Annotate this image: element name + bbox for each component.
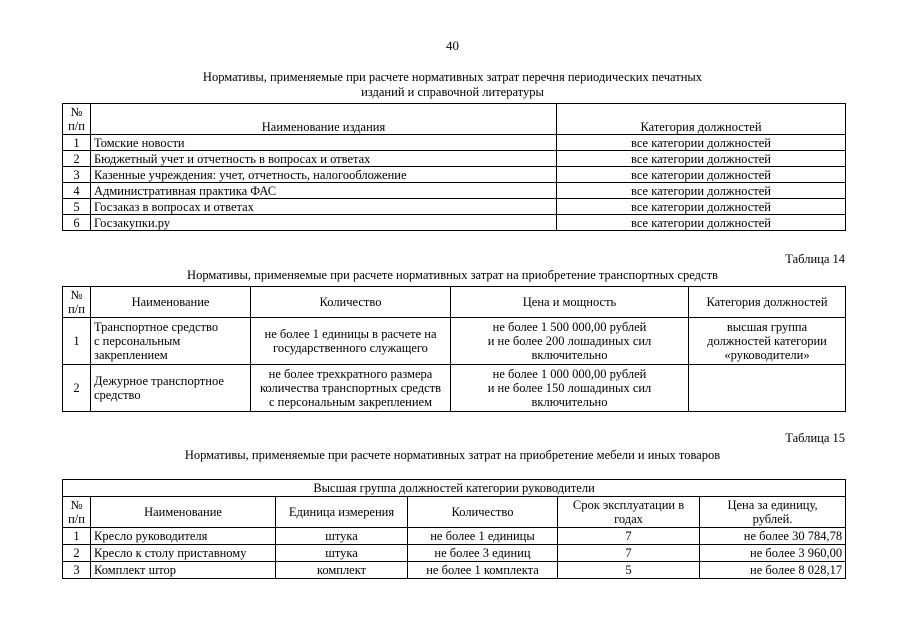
table-row (63, 545, 846, 562)
row-num: 2 (63, 365, 91, 412)
row-price: не более 8 028,17 (700, 562, 846, 579)
header-num (63, 497, 91, 528)
row-price: не более 3 960,00 (700, 545, 846, 562)
row-name-line: закреплением (94, 348, 168, 362)
header-num-line2: п/п (68, 119, 85, 133)
row-category: все категории должностей (557, 215, 846, 231)
row-term: 7 (558, 528, 700, 545)
row-name: Томские новости (91, 135, 557, 151)
row-name: Госзакупки.ру (91, 215, 557, 231)
row-name: Кресло руководителя (91, 528, 276, 545)
row-name-line: средство (94, 388, 141, 402)
page-number: 40 (446, 38, 459, 53)
table-row (63, 167, 846, 183)
header-term (558, 497, 700, 528)
section2-title: Нормативы, применяемые при расчете нормативных затрат на приобретение транспортных средств (187, 268, 718, 282)
header-name: Наименование (91, 497, 276, 528)
row-category: все категории должностей (557, 199, 846, 215)
row-name-line: с персональным (94, 334, 181, 348)
row-quantity-line: не более 1 единицы в расчете на (264, 327, 437, 341)
row-price-line: не более 1 000 000,00 рублей (492, 367, 647, 381)
row-quantity: не более 1 единицы (408, 528, 558, 545)
header-num-line1: № (70, 288, 83, 302)
row-quantity: не более 1 комплекта (408, 562, 558, 579)
row-num: 1 (63, 135, 91, 151)
row-category (689, 318, 846, 365)
row-name: Казенные учреждения: учет, отчетность, налогообложение (91, 167, 557, 183)
table-row (63, 151, 846, 167)
row-price (451, 365, 689, 412)
header-price: Цена и мощность (451, 287, 689, 318)
row-quantity (251, 318, 451, 365)
row-name (91, 318, 251, 365)
row-name: Комплект штор (91, 562, 276, 579)
table-header-row (63, 287, 846, 318)
table-row (63, 215, 846, 231)
row-category: все категории должностей (557, 135, 846, 151)
header-term-line1: Срок эксплуатации в (572, 498, 685, 512)
header-quantity: Количество (408, 497, 558, 528)
header-num-line1: № (70, 105, 83, 119)
header-num (63, 104, 91, 135)
section1-title-line2: изданий и справочной литературы (361, 85, 544, 99)
row-price-line: и не более 200 лошадиных сил (487, 334, 652, 348)
row-num: 1 (63, 318, 91, 365)
row-name-line: Дежурное транспортное (94, 374, 224, 388)
row-quantity-line: не более трехкратного размера (268, 367, 433, 381)
header-unit: Единица измерения (276, 497, 408, 528)
row-category: все категории должностей (557, 167, 846, 183)
header-num-line2: п/п (68, 512, 85, 526)
row-price (451, 318, 689, 365)
row-num: 2 (63, 151, 91, 167)
row-category-line: высшая группа (726, 320, 808, 334)
row-quantity-line: количества транспортных средств (259, 381, 442, 395)
row-quantity: не более 3 единиц (408, 545, 558, 562)
table-row (63, 199, 846, 215)
table-row (63, 135, 846, 151)
periodicals-table (62, 103, 846, 231)
header-name: Наименование издания (91, 104, 557, 135)
row-unit: комплект (276, 562, 408, 579)
table-row (63, 562, 846, 579)
row-unit: штука (276, 545, 408, 562)
table-row (63, 183, 846, 199)
row-category (689, 365, 846, 412)
row-num: 6 (63, 215, 91, 231)
row-price-line: и не более 150 лошадиных сил (487, 381, 652, 395)
header-price-line1: Цена за единицу, (727, 498, 818, 512)
row-term: 5 (558, 562, 700, 579)
row-num: 4 (63, 183, 91, 199)
group-header: Высшая группа должностей категории руководители (63, 480, 846, 497)
header-price (700, 497, 846, 528)
furniture-table (62, 479, 846, 579)
row-category-line: должностей категории (707, 334, 827, 348)
header-quantity: Количество (251, 287, 451, 318)
row-num: 2 (63, 545, 91, 562)
section3-title: Нормативы, применяемые при расчете нормативных затрат на приобретение мебели и иных товаров (184, 448, 721, 462)
table15-label: Таблица 15 (785, 431, 845, 445)
table-header-row (63, 104, 846, 135)
row-num: 3 (63, 167, 91, 183)
row-name-line: Транспортное средство (94, 320, 219, 334)
row-name: Административная практика ФАС (91, 183, 557, 199)
row-price-line: включительно (531, 395, 608, 409)
row-num: 5 (63, 199, 91, 215)
header-num-line2: п/п (68, 302, 85, 316)
row-quantity-line: государственного служащего (273, 341, 428, 355)
section1-title (0, 70, 905, 100)
row-category: все категории должностей (557, 151, 846, 167)
transport-table (62, 286, 846, 412)
row-quantity-line: с персональным закреплением (268, 395, 433, 409)
header-num-line1: № (70, 498, 83, 512)
row-term: 7 (558, 545, 700, 562)
header-term-line2: годах (614, 512, 643, 526)
header-num (63, 287, 91, 318)
row-price-line: не более 1 500 000,00 рублей (492, 320, 647, 334)
row-price: не более 30 784,78 (700, 528, 846, 545)
row-name: Госзаказ в вопросах и ответах (91, 199, 557, 215)
table-row (63, 528, 846, 545)
header-category: Категория должностей (557, 104, 846, 135)
header-price-line2: рублей. (752, 512, 793, 526)
header-category: Категория должностей (689, 287, 846, 318)
row-category: все категории должностей (557, 183, 846, 199)
row-name (91, 365, 251, 412)
group-header-row (63, 480, 846, 497)
row-price-line: включительно (531, 348, 608, 362)
table-header-row (63, 497, 846, 528)
row-quantity (251, 365, 451, 412)
header-name: Наименование (91, 287, 251, 318)
row-category-line: «руководители» (724, 348, 810, 362)
table14-label: Таблица 14 (785, 252, 845, 266)
row-name: Бюджетный учет и отчетность в вопросах и ответах (91, 151, 557, 167)
row-name: Кресло к столу приставному (91, 545, 276, 562)
row-num: 3 (63, 562, 91, 579)
row-unit: штука (276, 528, 408, 545)
table-row (63, 365, 846, 412)
section1-title-line1: Нормативы, применяемые при расчете нормативных затрат перечня периодических печатных (202, 70, 703, 84)
table-row (63, 318, 846, 365)
row-num: 1 (63, 528, 91, 545)
